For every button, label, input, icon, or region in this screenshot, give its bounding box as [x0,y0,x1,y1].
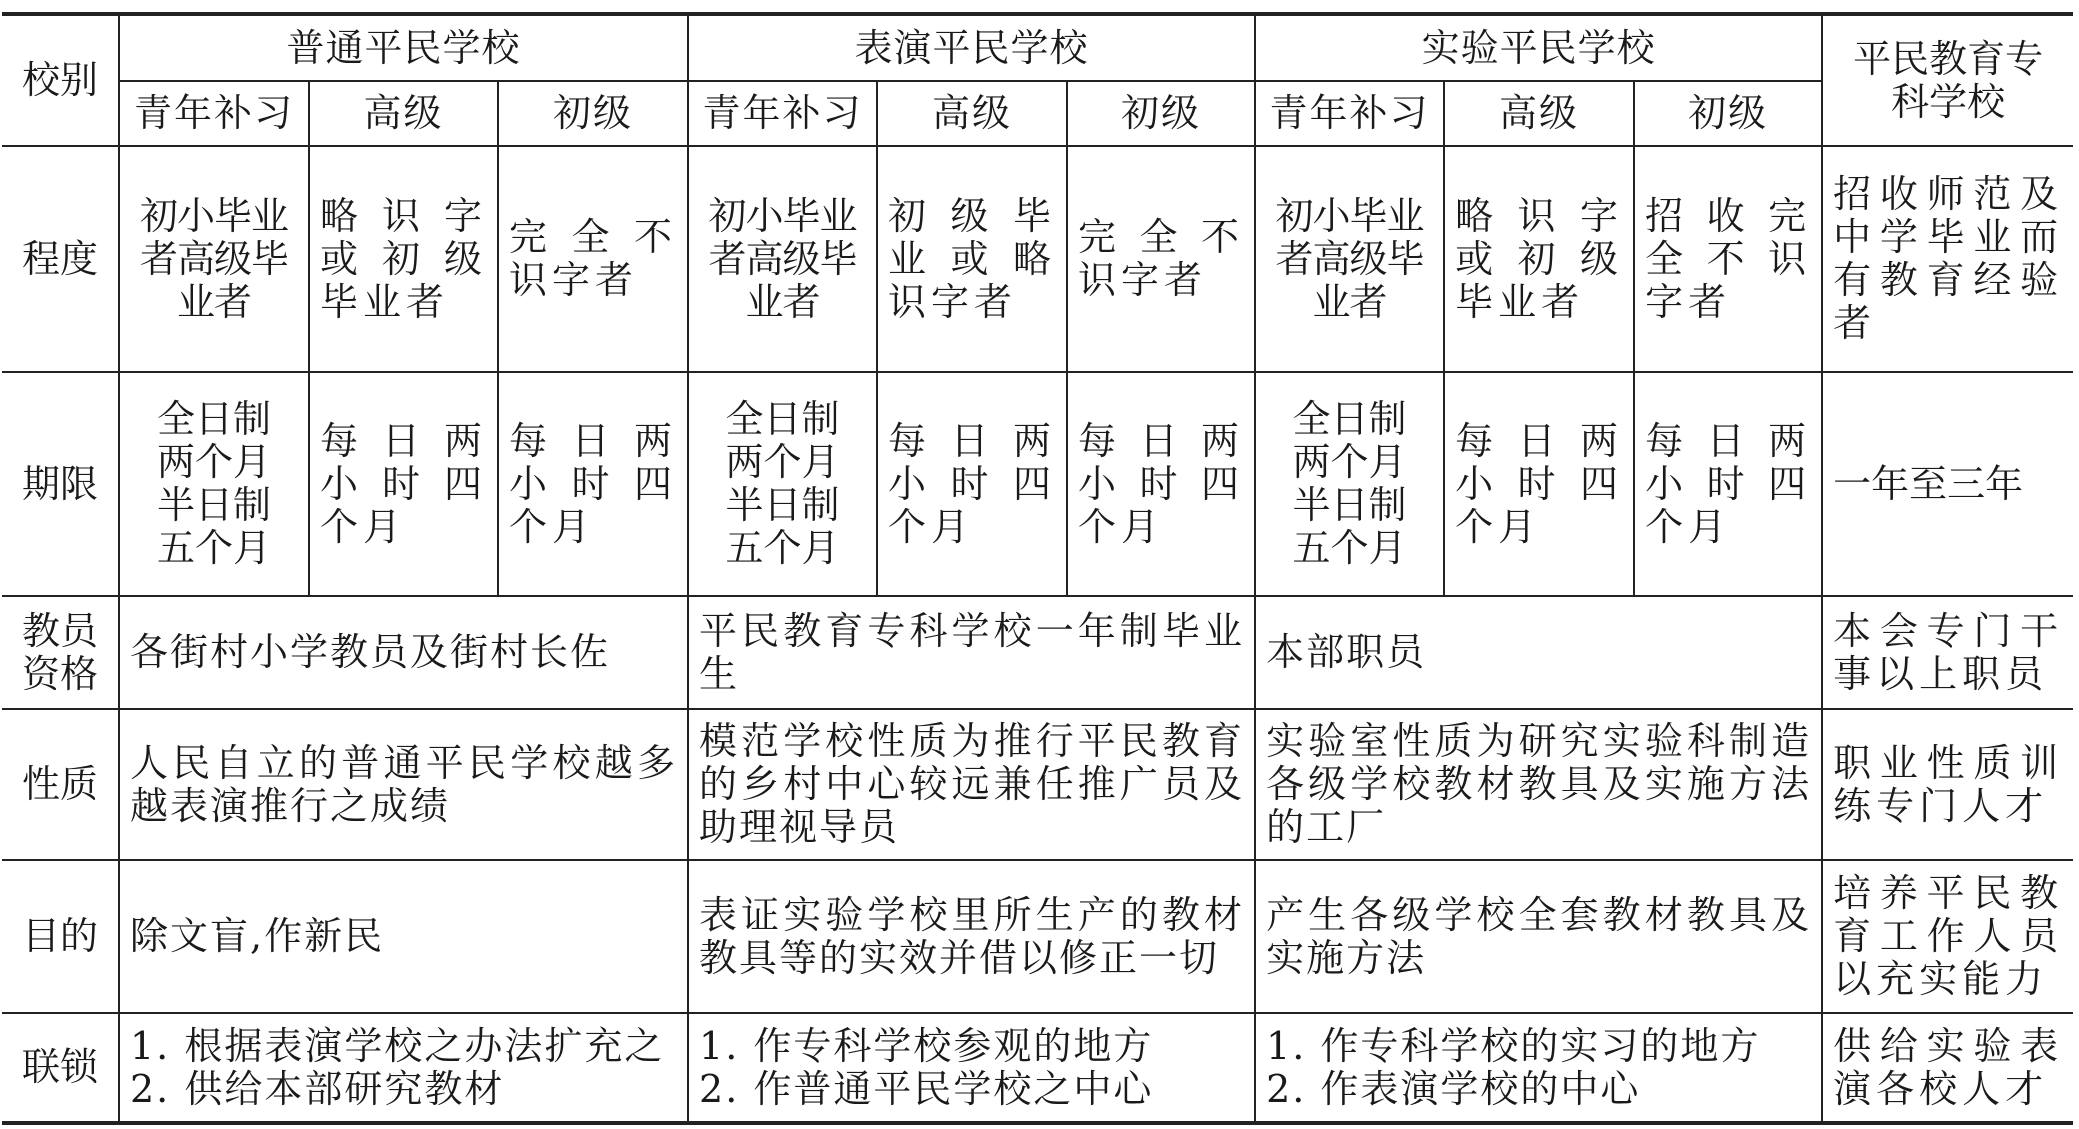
cell-level-youth: 初小毕业者高级毕业者 [119,146,309,372]
subheader-senior: 高级 [309,81,498,146]
linkage-item: 2. 作表演学校的中心 [1266,1066,1641,1111]
cell-duration-junior: 每日两小时四个月 [1067,372,1255,596]
row-level [2,146,2073,372]
cell-duration-youth [1255,372,1444,596]
cell-teachers-experimental: 本部职员 [1255,596,1822,709]
subheader-senior: 高级 [877,81,1067,146]
duration-line: 全日制 [1292,397,1407,441]
cell-level-junior: 完全不识字者 [1067,146,1255,372]
cell-purpose-demonstration: 表证实验学校里所生产的教材教具等的实效并借以修正一切 [688,860,1255,1013]
subheader-youth: 青年补习 [119,81,309,146]
duration-line: 全日制 [725,397,840,441]
header-specialist-school: 平民教育专科学校 [1822,14,2073,146]
cell-purpose-experimental: 产生各级学校全套教材教具及实施方法 [1255,860,1822,1013]
cell-nature-experimental: 实验室性质为研究实验科制造各级学校教材教具及实施方法的工厂 [1255,709,1822,860]
row-linkage [2,1013,2073,1123]
row-label-linkage: 联锁 [2,1013,119,1123]
row-label-level: 程度 [2,146,119,372]
duration-line: 五个月 [1292,526,1407,570]
cell-duration-junior: 每日两小时四个月 [498,372,688,596]
cell-nature-specialist: 职业性质训练专门人才 [1822,709,2073,860]
cell-level-youth: 初小毕业者高级毕业者 [688,146,877,372]
duration-line: 两个月 [156,440,271,484]
subheader-senior: 高级 [1444,81,1634,146]
subheader-junior: 初级 [1067,81,1255,146]
cell-duration-senior: 每日两小时四个月 [877,372,1067,596]
cell-level-junior: 完全不识字者 [498,146,688,372]
cell-level-junior: 招收完全不识字者 [1634,146,1822,372]
linkage-item: 1. 作专科学校参观的地方 [699,1023,1154,1068]
duration-line: 半日制 [1292,483,1407,527]
linkage-item: 1. 作专科学校的实习的地方 [1266,1023,1761,1068]
subheader-junior: 初级 [1634,81,1822,146]
school-comparison-table [2,12,2073,1125]
row-label-nature: 性质 [2,709,119,860]
cell-nature-regular: 人民自立的普通平民学校越多越表演推行之成绩 [119,709,688,860]
cell-duration-senior: 每日两小时四个月 [309,372,498,596]
cell-linkage-demonstration [688,1013,1255,1123]
row-label-duration: 期限 [2,372,119,596]
subheader-junior: 初级 [498,81,688,146]
cell-level-senior: 略识字或初级毕业者 [1444,146,1634,372]
cell-teachers-regular: 各街村小学教员及街村长佐 [119,596,688,709]
duration-line: 五个月 [725,526,840,570]
linkage-item: 2. 作普通平民学校之中心 [699,1066,1154,1111]
row-teachers [2,596,2073,709]
subheader-youth: 青年补习 [688,81,877,146]
cell-duration-specialist: 一年至三年 [1822,372,2073,596]
header-row-subcolumns [2,81,2073,146]
row-nature [2,709,2073,860]
cell-teachers-specialist: 本会专门干事以上职员 [1822,596,2073,709]
linkage-item: 2. 供给本部研究教材 [130,1066,505,1111]
cell-purpose-regular: 除文盲,作新民 [119,860,688,1013]
duration-line: 两个月 [725,440,840,484]
cell-teachers-demonstration: 平民教育专科学校一年制毕业生 [688,596,1255,709]
cell-duration-youth [119,372,309,596]
duration-line: 两个月 [1292,440,1407,484]
row-purpose [2,860,2073,1013]
header-demonstration-school: 表演平民学校 [688,14,1255,81]
header-experimental-school: 实验平民学校 [1255,14,1822,81]
row-label-purpose: 目的 [2,860,119,1013]
row-duration [2,372,2073,596]
cell-linkage-regular [119,1013,688,1123]
linkage-item: 1. 根据表演学校之办法扩充之 [130,1023,665,1068]
subheader-youth: 青年补习 [1255,81,1444,146]
header-regular-school: 普通平民学校 [119,14,688,81]
cell-duration-senior: 每日两小时四个月 [1444,372,1634,596]
cell-level-senior: 初级毕业或略识字者 [877,146,1067,372]
cell-level-specialist: 招收师范及中学毕业而有教育经验者 [1822,146,2073,372]
row-label-school-type: 校别 [2,14,119,146]
cell-duration-youth [688,372,877,596]
cell-nature-demonstration: 模范学校性质为推行平民教育的乡村中心较远兼任推广员及助理视导员 [688,709,1255,860]
row-label-teachers: 教员资格 [2,596,119,709]
duration-line: 全日制 [156,397,271,441]
header-row-schools [2,14,2073,81]
cell-level-senior: 略识字或初级毕业者 [309,146,498,372]
cell-purpose-specialist: 培养平民教育工作人员以充实能力 [1822,860,2073,1013]
cell-duration-junior: 每日两小时四个月 [1634,372,1822,596]
duration-line: 半日制 [156,483,271,527]
cell-level-youth: 初小毕业者高级毕业者 [1255,146,1444,372]
cell-linkage-experimental [1255,1013,1822,1123]
cell-linkage-specialist: 供给实验表演各校人才 [1822,1013,2073,1123]
duration-line: 半日制 [725,483,840,527]
duration-line: 五个月 [156,526,271,570]
